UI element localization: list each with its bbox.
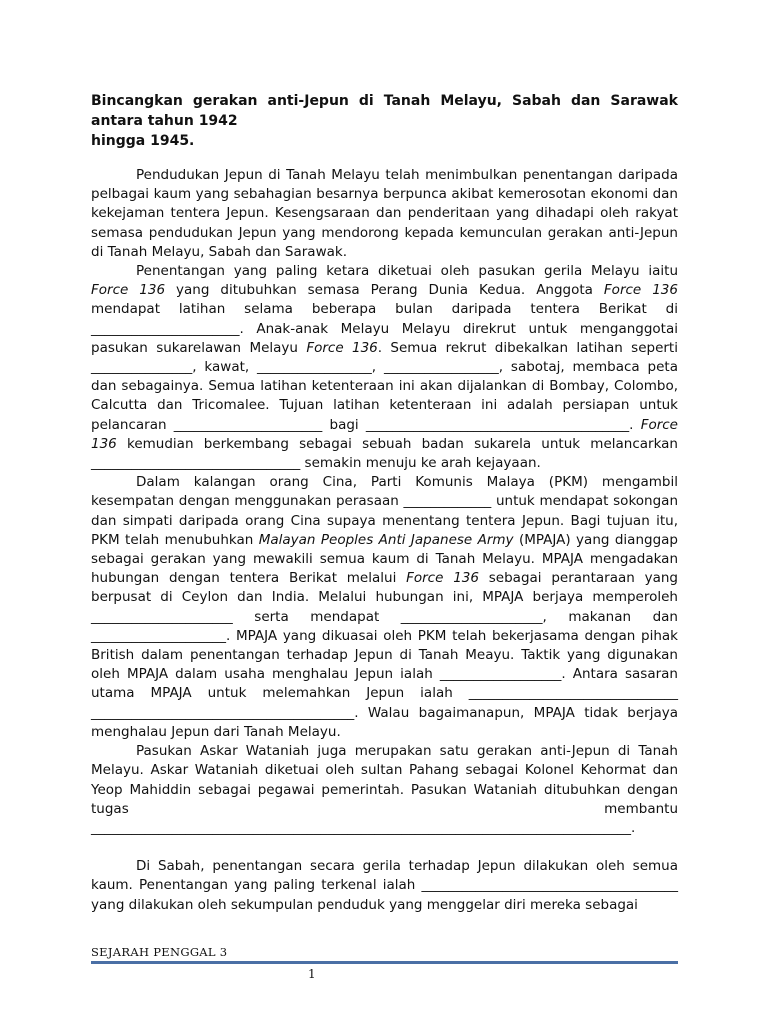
- p3-text-e: sebagai perantaraan yang berpusat di Ceylon dan India. Melalui hubungan ini, MPAJA berjaya memperoleh _____________________ serta mendapat _____________________, makanan dan ____________________. MPAJA yang dikuasai oleh PKM telah bekerjasama dengan pihak British dalam penentangan terhadap Jepun di Tanah Meayu. Taktik yang digunakan oleh MPAJA dalam usaha menghalau Jepun ialah __________________. Antara sasaran utama MPAJA untuk melemahkan Jepun ialah _______________________________ _______________________________________. Walau bagaimanapun, MPAJA tidak berjaya menghalau Jepun dari Tanah Melayu.: [91, 570, 678, 740]
- paragraph-2: [91, 262, 678, 473]
- footer-subject-label: SEJARAH PENGGAL 3: [91, 945, 228, 959]
- p2-text-e: mendapat latihan selama beberapa bulan daripada tentera Berikat di ______________________. Anak-anak Melayu Melayu direkrut untuk menganggotai pasukan sukarelawan Melayu: [91, 301, 678, 356]
- p2-text-a: Penentangan yang paling ketara diketuai oleh pasukan gerila Melayu iaitu: [136, 263, 678, 280]
- essay-body: [91, 166, 678, 915]
- title-line-1: Bincangkan gerakan anti-Jepun di Tanah Melayu, Sabah dan Sarawak antara tahun 1942: [91, 93, 678, 129]
- p2-text-g: . Semua rekrut dibekalkan latihan seperti _______________, kawat, _________________, _________________, sabotaj, membaca peta dan sebagainya. Semua latihan ketenteraan ini akan dijalankan di Bombay, Colombo, Calcutta dan Tricomalee. Tujuan latihan ketenteraan ini adalah persiapan untuk pelancaran ______________________ bagi _______________________________________.: [91, 339, 678, 433]
- p2-force136-1: Force 136: [91, 282, 166, 299]
- document-page: [91, 91, 678, 915]
- p3-text-c: (MPAJA) yang dianggap sebagai gerakan yang mewakili semua kaum di Tanah Melayu. MPAJA mengadakan hubungan dengan tentera Berikat melalui: [91, 531, 678, 587]
- title-line-2: hingga 1945.: [91, 133, 195, 149]
- p3-text-a: Dalam kalangan orang Cina, Parti Komunis Malaya (PKM) mengambil kesempatan dengan menggunakan perasaan _____________ untuk mendapat sokongan dan simpati daripada orang Cina supaya menentang tentera Jepun. Bagi tujuan itu, PKM telah menubuhkan: [91, 474, 678, 548]
- paragraph-spacer: [91, 838, 678, 857]
- p2-force136-2: Force 136: [603, 282, 678, 299]
- p3-force136: Force 136: [406, 570, 479, 587]
- page-number: 1: [308, 967, 316, 981]
- footer-divider: [91, 961, 678, 964]
- paragraph-1: Pendudukan Jepun di Tanah Melayu telah menimbulkan penentangan daripada pelbagai kaum yang sebahagian besarnya berpunca akibat kemerosotan ekonomi dan kekejaman tentera Jepun. Kesengsaraan dan penderitaan yang dihadapi oleh rakyat semasa pendudukan Jepun yang mendorong kepada kemunculan gerakan anti-Jepun di Tanah Melayu, Sabah dan Sarawak.: [91, 167, 678, 260]
- paragraph-5: Di Sabah, penentangan secara gerila terhadap Jepun dilakukan oleh semua kaum. Penentangan yang paling terkenal ialah ______________________________________ yang dilakukan oleh sekumpulan penduduk yang menggelar diri mereka sebagai: [91, 858, 678, 913]
- p2-text-c: yang ditubuhkan semasa Perang Dunia Kedua. Anggota: [165, 282, 604, 299]
- p2-text-i: kemudian berkembang sebagai sebuah badan sukarela untuk melancarkan _______________________________ semakin menuju ke arah kejayaan.: [91, 435, 678, 472]
- paragraph-4: Pasukan Askar Wataniah juga merupakan satu gerakan anti-Jepun di Tanah Melayu. Askar Wataniah diketuai oleh sultan Pahang sebagai Kolonel Kehormat dan Yeop Mahiddin sebagai pegawai pemerintah. Pasukan Wataniah ditubuhkan dengan tugas membantu ________________________________________________________________________________.: [91, 743, 678, 836]
- essay-question-title: [91, 91, 678, 151]
- p2-force136-3: Force 136: [306, 339, 378, 356]
- p3-mpaja-fullname: Malayan Peoples Anti Japanese Army: [258, 531, 514, 548]
- p2-force136-4: Force 136: [91, 416, 678, 452]
- paragraph-3: [91, 473, 678, 742]
